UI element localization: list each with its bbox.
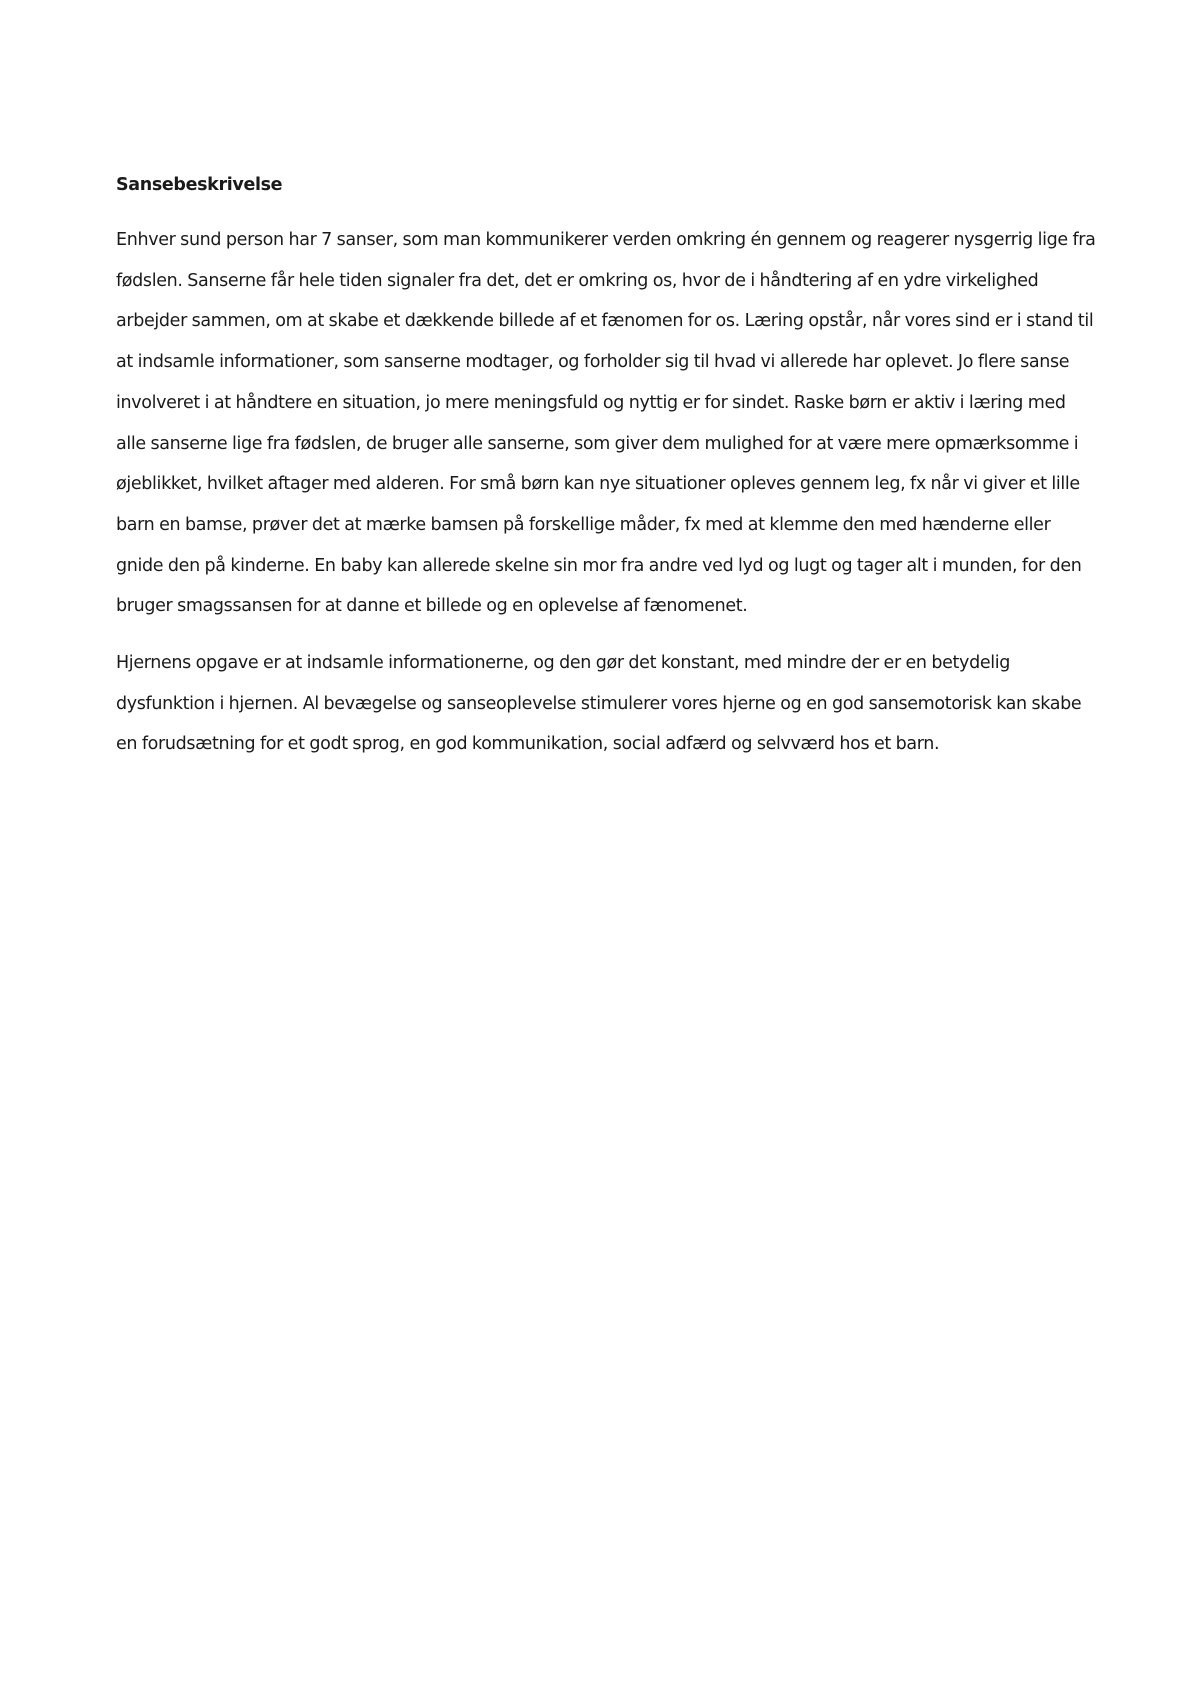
paragraph-1: Enhver sund person har 7 sanser, som man kommunikerer verden omkring én gennem og reagerer nysgerrig lige fra fødslen. Sanserne får hele tiden signaler fra det, det er omkring os, hvor de i håndtering af en ydre virkelighed arbejder sammen, om at skabe et dækkende billede af et fænomen for os. Læring opstår, når vores sind er i stand til at indsamle informationer, som sanserne modtager, og forholder sig til hvad vi allerede har oplevet. Jo flere sanse involveret i at håndtere en situation, jo mere meningsfuld og nyttig er for sindet. Raske børn er aktiv i læring med alle sanserne lige fra fødslen, de bruger alle sanserne, som giver dem mulighed for at være mere opmærksomme i øjeblikket, hvilket aftager med alderen. For små børn kan nye situationer opleves gennem leg, fx når vi giver et lille barn en bamse, prøver det at mærke bamsen på forskellige måder, fx med at klemme den med hænderne eller gnide den på kinderne. En baby kan allerede skelne sin mor fra andre ved lyd og lugt og tager alt i munden, for den bruger smagssansen for at danne et billede og en oplevelse af fænomenet. — [116, 230, 1096, 617]
document-body — [116, 172, 1096, 781]
paragraph-2: Hjernens opgave er at indsamle informationerne, og den gør det konstant, med mindre der er en betydelig dysfunktion i hjernen. Al bevægelse og sanseoplevelse stimulerer vores hjerne og en god sansemotorisk kan skabe en forudsætning for et godt sprog, en god kommunikation, social adfærd og selvværd hos et barn. — [116, 653, 1082, 755]
document-title: Sansebeskrivelse — [116, 175, 283, 195]
